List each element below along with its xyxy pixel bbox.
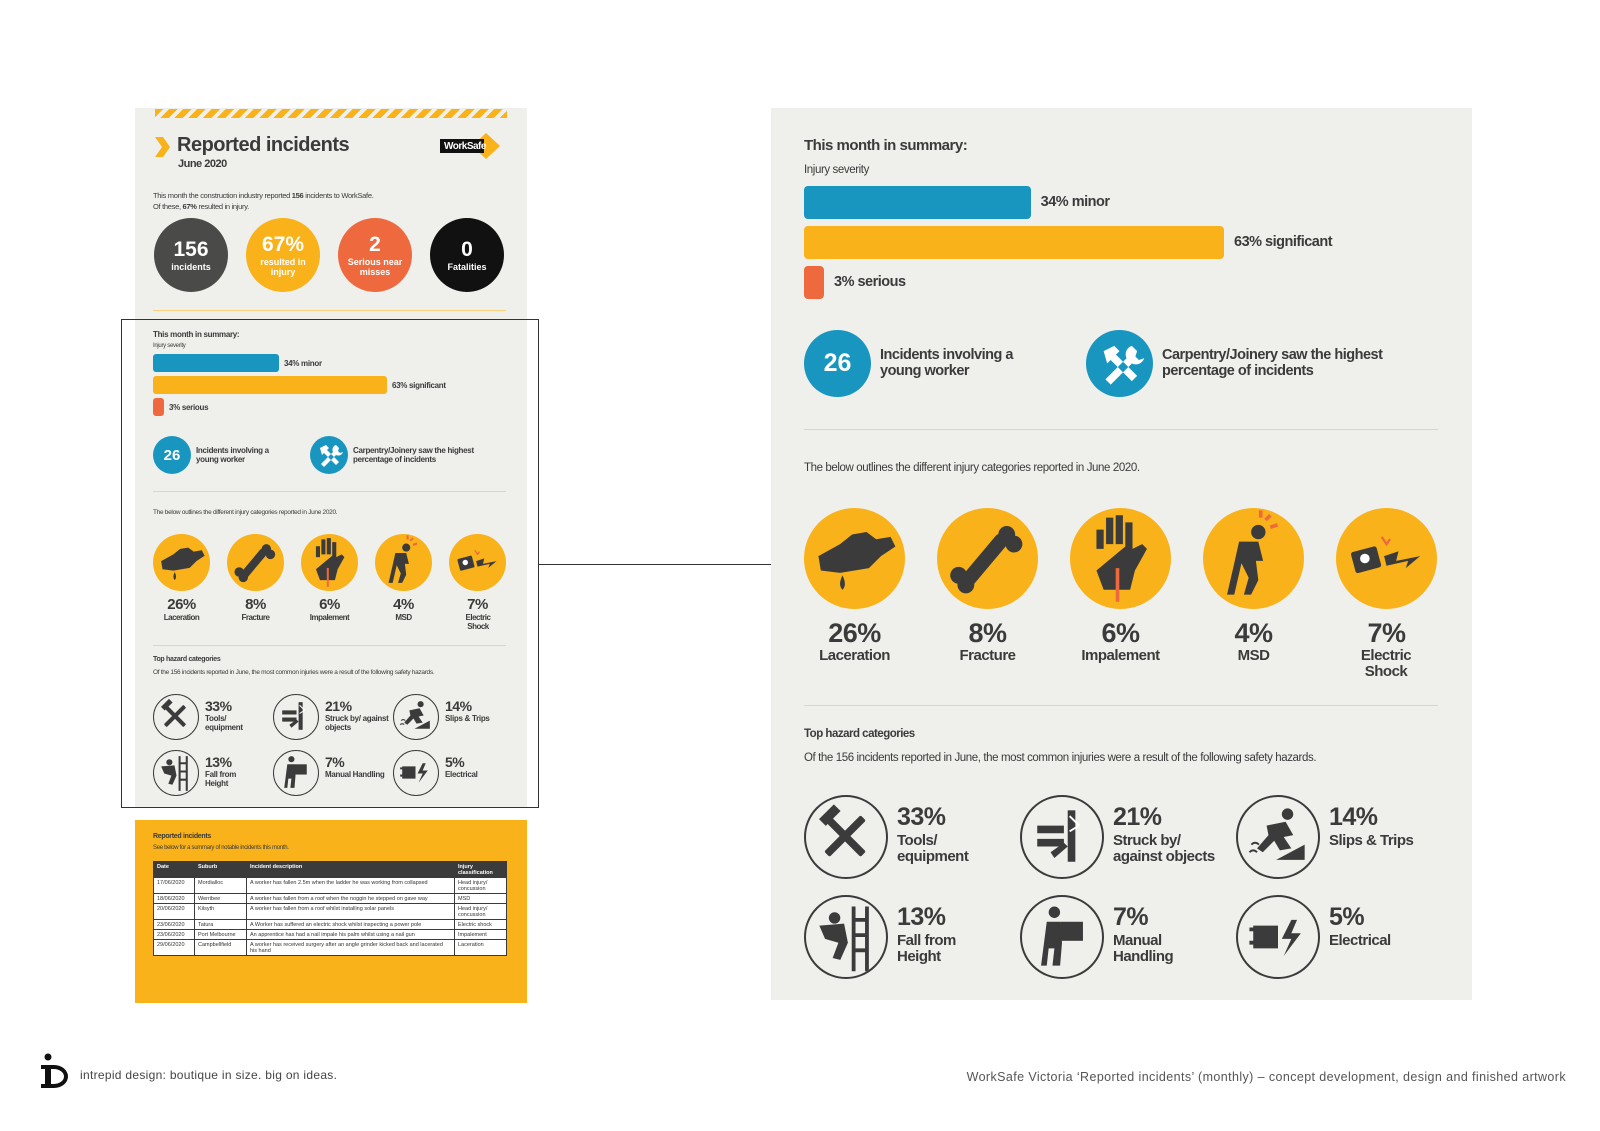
table-cell: A worker has fallen 2.5m when the ladder he was working from collapsed bbox=[247, 878, 455, 894]
logo-text: WorkSafe bbox=[444, 141, 486, 152]
hazard-percent: 13% bbox=[897, 903, 946, 931]
mini-hazard-percent: 21% bbox=[325, 698, 352, 714]
severity-bar-label: 63% significant bbox=[1234, 234, 1333, 250]
mini-hazard-percent: 13% bbox=[205, 754, 232, 770]
mini-category-label: Impalement bbox=[309, 613, 350, 622]
electric-shock-icon bbox=[449, 534, 506, 591]
table-cell: An apprentice has had a nail impale his palm whilst using a nail gun bbox=[247, 930, 455, 940]
worksafe-logo bbox=[440, 133, 506, 159]
severity-bar bbox=[804, 186, 1031, 219]
mini-bar-significant-label: 63% significant bbox=[392, 381, 446, 390]
intro-text: This month the construction industry reported 156 incidents to WorkSafe. Of these, 67% resulted in injury. bbox=[153, 191, 374, 211]
mini-category-label: Fracture bbox=[241, 613, 270, 622]
fall-icon bbox=[804, 895, 888, 979]
incidents-table bbox=[153, 861, 507, 956]
slip-icon bbox=[1236, 795, 1320, 879]
impalement-hand-icon bbox=[1070, 508, 1171, 609]
col-classification: Injury classification bbox=[455, 862, 507, 878]
table-title: Reported incidents bbox=[153, 833, 211, 840]
category-label: Laceration bbox=[819, 647, 890, 664]
tools-icon bbox=[153, 694, 199, 740]
laceration-hand-icon bbox=[153, 534, 210, 591]
impalement-hand-icon bbox=[301, 534, 358, 591]
page-month: June 2020 bbox=[178, 158, 227, 170]
brand-tagline: intrepid design: boutique in size. big on ideas. bbox=[80, 1068, 338, 1082]
table-cell: MSD bbox=[455, 894, 507, 904]
stat-near-misses: 2 Serious near misses bbox=[338, 218, 412, 292]
divider bbox=[153, 645, 506, 646]
table-cell: 23/06/2020 bbox=[154, 920, 195, 930]
col-suburb: Suburb bbox=[195, 862, 247, 878]
mini-summary-title: This month in summary: bbox=[153, 330, 240, 339]
table-row bbox=[154, 930, 507, 940]
severity-bar-label: 3% serious bbox=[834, 274, 906, 290]
table-cell: Laceration bbox=[455, 940, 507, 956]
plug-icon bbox=[1236, 895, 1320, 979]
carpentry-icon bbox=[1086, 330, 1153, 397]
table-cell: A worker has received surgery after an angle grinder kicked back and lacerated his hand bbox=[247, 940, 455, 956]
mini-bar-serious-label: 3% serious bbox=[169, 403, 209, 412]
table-cell: A worker has fallen from a roof whilst installing solar panels bbox=[247, 904, 455, 920]
table-subtitle: See below for a summary of notable incidents this month. bbox=[153, 845, 289, 851]
footer-caption: WorkSafe Victoria ‘Reported incidents’ (monthly) – concept development, design and finished artwork bbox=[966, 1070, 1566, 1084]
table-cell: 29/06/2020 bbox=[154, 940, 195, 956]
bone-icon bbox=[937, 508, 1038, 609]
mini-bar-serious bbox=[153, 398, 164, 416]
mini-hazard-percent: 33% bbox=[205, 698, 232, 714]
table-cell: Tatura bbox=[195, 920, 247, 930]
mini-category-percent: 6% bbox=[319, 596, 340, 613]
hazard-title: Top hazard categories bbox=[804, 728, 915, 740]
table-cell: 23/06/2020 bbox=[154, 930, 195, 940]
zoom-connector bbox=[539, 564, 771, 565]
mini-carpentry-text: Carpentry/Joinery saw the highest percentage of incidents bbox=[353, 446, 474, 464]
mini-category-label: Laceration bbox=[163, 613, 200, 622]
table-row bbox=[154, 878, 507, 894]
mini-hazard-percent: 14% bbox=[445, 698, 472, 714]
slip-icon bbox=[393, 694, 439, 740]
table-row bbox=[154, 904, 507, 920]
table-cell: Impalement bbox=[455, 930, 507, 940]
plug-icon bbox=[393, 750, 439, 796]
categories-intro: The below outlines the different injury categories reported in June 2020. bbox=[804, 462, 1140, 474]
mini-hazard-label: Electrical bbox=[445, 770, 478, 779]
stat-incidents: 156 incidents bbox=[154, 218, 228, 292]
mini-category-label: MSD bbox=[395, 613, 412, 622]
hazard-percent: 14% bbox=[1329, 803, 1378, 831]
laceration-hand-icon bbox=[804, 508, 905, 609]
struck-icon bbox=[273, 694, 319, 740]
severity-bar bbox=[804, 226, 1224, 259]
mini-hazard-label: Tools/ equipment bbox=[205, 714, 243, 732]
young-worker-badge: 26 bbox=[804, 330, 871, 397]
hazard-percent: 21% bbox=[1113, 803, 1162, 831]
table-row bbox=[154, 920, 507, 930]
fall-icon bbox=[153, 750, 199, 796]
chevron-right-icon bbox=[153, 135, 171, 159]
category-percent: 6% bbox=[1101, 618, 1140, 648]
hazard-intro: Of the 156 incidents reported in June, the most common injuries were a result of the following safety hazards. bbox=[804, 752, 1317, 764]
table-cell: Kilsyth bbox=[195, 904, 247, 920]
struck-icon bbox=[1020, 795, 1104, 879]
category-percent: 4% bbox=[1234, 618, 1273, 648]
table-cell: 20/06/2020 bbox=[154, 904, 195, 920]
category-label: Electric Shock bbox=[1360, 647, 1412, 680]
mini-bar-significant bbox=[153, 376, 387, 394]
electric-shock-icon bbox=[1336, 508, 1437, 609]
stat-fatalities: 0 Fatalities bbox=[430, 218, 504, 292]
mini-bar-minor bbox=[153, 354, 279, 372]
hazard-label: Struck by/ against objects bbox=[1113, 832, 1215, 865]
hazard-label: Slips & Trips bbox=[1329, 832, 1414, 849]
mini-hazard-label: Slips & Trips bbox=[445, 714, 490, 723]
back-pain-icon bbox=[375, 534, 432, 591]
mini-bar-minor-label: 34% minor bbox=[284, 359, 322, 368]
hazard-label: Manual Handling bbox=[1113, 932, 1174, 965]
carpentry-text: Carpentry/Joinery saw the highest percentage of incidents bbox=[1162, 347, 1383, 379]
table-cell: A worker has fallen from a roof when the noggin he stepped on gave way bbox=[247, 894, 455, 904]
category-label: MSD bbox=[1237, 647, 1270, 664]
mini-hazard-intro: Of the 156 incidents reported in June, the most common injuries were a result of the following safety hazards. bbox=[153, 669, 435, 676]
hazard-percent: 33% bbox=[897, 803, 946, 831]
table-cell: Werribee bbox=[195, 894, 247, 904]
bone-icon bbox=[227, 534, 284, 591]
mini-category-percent: 7% bbox=[467, 596, 488, 613]
mini-hazard-title: Top hazard categories bbox=[153, 656, 221, 663]
table-cell: Head injury/ concussion bbox=[455, 904, 507, 920]
young-worker-text: Incidents involving a young worker bbox=[880, 347, 1013, 379]
intrepid-logo bbox=[38, 1052, 72, 1092]
severity-bar-label: 34% minor bbox=[1040, 194, 1110, 210]
mini-severity-label: Injury severity bbox=[153, 343, 186, 349]
mini-hazard-percent: 7% bbox=[325, 754, 345, 770]
table-cell: 18/06/2020 bbox=[154, 894, 195, 904]
col-description: Incident description bbox=[247, 862, 455, 878]
manual-handling-icon bbox=[1020, 895, 1104, 979]
table-row bbox=[154, 940, 507, 956]
divider bbox=[804, 705, 1438, 706]
mini-hazard-label: Fall from Height bbox=[205, 770, 237, 788]
divider bbox=[153, 491, 506, 492]
table-cell: Port Melbourne bbox=[195, 930, 247, 940]
table-cell: Mordialloc bbox=[195, 878, 247, 894]
mini-hazard-label: Struck by/ against objects bbox=[325, 714, 389, 732]
mini-hazard-percent: 5% bbox=[445, 754, 465, 770]
hazard-percent: 5% bbox=[1329, 903, 1365, 931]
table-cell: A Worker has suffered an electric shock whilst inspecting a power pole bbox=[247, 920, 455, 930]
table-cell: Campbellfield bbox=[195, 940, 247, 956]
hazard-label: Electrical bbox=[1329, 932, 1391, 949]
tools-icon bbox=[804, 795, 888, 879]
stat-injury: 67% resulted in injury bbox=[246, 218, 320, 292]
table-cell: Electric shock bbox=[455, 920, 507, 930]
mini-category-percent: 26% bbox=[167, 596, 196, 613]
category-label: Fracture bbox=[959, 647, 1016, 664]
mini-category-label: Electric Shock bbox=[465, 613, 491, 631]
hazard-label: Tools/ equipment bbox=[897, 832, 969, 865]
hazard-label: Fall from Height bbox=[897, 932, 956, 965]
category-percent: 26% bbox=[828, 618, 881, 648]
mini-young-text: Incidents involving a young worker bbox=[196, 446, 269, 464]
severity-bar bbox=[804, 266, 824, 299]
table-cell: 17/06/2020 bbox=[154, 878, 195, 894]
col-date: Date bbox=[154, 862, 195, 878]
hazard-stripe bbox=[155, 109, 507, 118]
mini-categories-intro: The below outlines the different injury categories reported in June 2020. bbox=[153, 509, 338, 516]
mini-carpentry-icon bbox=[310, 436, 348, 474]
category-percent: 7% bbox=[1367, 618, 1406, 648]
hazard-percent: 7% bbox=[1113, 903, 1149, 931]
table-cell: Head injury/ concussion bbox=[455, 878, 507, 894]
divider bbox=[804, 429, 1438, 430]
mini-young-badge: 26 bbox=[153, 436, 191, 474]
category-percent: 8% bbox=[968, 618, 1007, 648]
mini-category-percent: 8% bbox=[245, 596, 266, 613]
category-label: Impalement bbox=[1081, 647, 1160, 664]
back-pain-icon bbox=[1203, 508, 1304, 609]
summary-title: This month in summary: bbox=[804, 137, 968, 154]
severity-label: Injury severity bbox=[804, 164, 869, 176]
page-title: Reported incidents bbox=[177, 134, 350, 156]
table-row bbox=[154, 894, 507, 904]
manual-handling-icon bbox=[273, 750, 319, 796]
mini-category-percent: 4% bbox=[393, 596, 414, 613]
mini-hazard-label: Manual Handling bbox=[325, 770, 385, 779]
divider bbox=[153, 310, 506, 311]
